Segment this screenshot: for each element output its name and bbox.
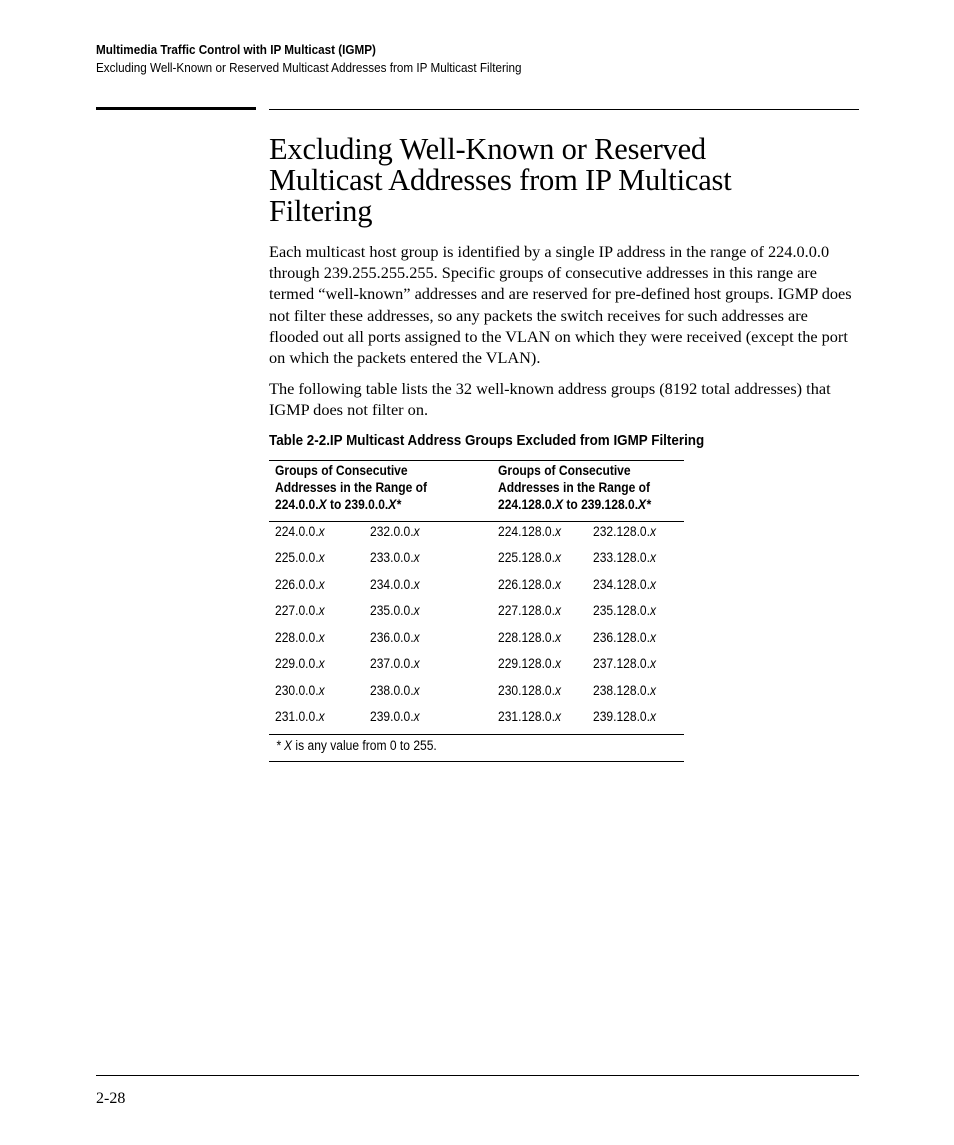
cell-variable: x — [554, 523, 561, 539]
cell-variable: x — [554, 682, 561, 698]
cell-variable: x — [649, 656, 656, 672]
header-variable: X — [318, 496, 327, 512]
cell-variable: x — [649, 682, 656, 698]
table-header-right — [498, 462, 651, 513]
cell-prefix: 231.0.0. — [275, 709, 319, 725]
header-variable: X — [554, 496, 564, 512]
table-cell — [370, 602, 420, 620]
table-row — [269, 575, 684, 602]
table-cell — [275, 549, 325, 567]
table-footnote-row — [269, 734, 684, 761]
table-cell — [593, 682, 656, 700]
table-cell — [498, 523, 561, 541]
header-text: 224.128.0. — [498, 496, 555, 512]
header-text: Groups of Consecutive — [275, 462, 408, 478]
table-cell — [275, 576, 325, 594]
section-heading-line: Filtering — [269, 194, 373, 228]
table-row — [269, 601, 684, 628]
cell-prefix: 229.128.0. — [498, 656, 555, 672]
header-text: Groups of Consecutive — [498, 462, 631, 478]
table-row — [269, 628, 684, 655]
cell-variable: x — [649, 576, 656, 592]
cell-prefix: 234.0.0. — [370, 576, 414, 592]
cell-variable: x — [649, 523, 656, 539]
cell-prefix: 226.128.0. — [498, 576, 555, 592]
cell-variable: x — [649, 603, 656, 619]
table-header-left — [275, 462, 427, 513]
body-paragraph: The following table lists the 32 well-known address groups (8192 total addresses) that IGMP does not filter on. — [269, 379, 831, 420]
section-heading-line: Excluding Well-Known or Reserved — [269, 132, 706, 166]
cell-prefix: 236.128.0. — [593, 629, 650, 645]
table-row — [269, 522, 684, 549]
cell-prefix: 238.0.0. — [370, 682, 414, 698]
cell-variable: x — [413, 603, 420, 619]
cell-prefix: 224.128.0. — [498, 523, 555, 539]
table-cell — [275, 708, 325, 726]
table-cell — [593, 708, 656, 726]
table-cell — [498, 602, 561, 620]
cell-variable: x — [649, 629, 656, 645]
table-cell — [370, 629, 420, 647]
running-head-chapter: Multimedia Traffic Control with IP Multicast (IGMP) — [96, 42, 376, 57]
cell-prefix: 225.0.0. — [275, 550, 319, 566]
cell-prefix: 232.128.0. — [593, 523, 650, 539]
cell-variable: x — [554, 629, 561, 645]
cell-prefix: 233.128.0. — [593, 550, 650, 566]
cell-variable: x — [554, 656, 561, 672]
running-head-section: Excluding Well-Known or Reserved Multicast Addresses from IP Multicast Filtering — [96, 60, 522, 75]
table-cell — [370, 523, 420, 541]
table-cell — [498, 549, 561, 567]
table-cell — [593, 655, 656, 673]
cell-variable: x — [318, 576, 325, 592]
cell-prefix: 237.0.0. — [370, 656, 414, 672]
cell-prefix: 239.0.0. — [370, 709, 414, 725]
cell-variable: x — [318, 550, 325, 566]
table-cell — [275, 602, 325, 620]
cell-prefix: 238.128.0. — [593, 682, 650, 698]
table-cell — [593, 576, 656, 594]
header-range — [498, 496, 651, 513]
header-text: to 239.128.0. — [563, 496, 639, 512]
cell-prefix: 236.0.0. — [370, 629, 414, 645]
table-cell — [593, 629, 656, 647]
table-cell — [498, 708, 561, 726]
cell-variable: x — [649, 550, 656, 566]
cell-variable: x — [318, 629, 325, 645]
cell-prefix: 225.128.0. — [498, 550, 555, 566]
table-cell — [498, 682, 561, 700]
cell-variable: x — [318, 523, 325, 539]
cell-prefix: 239.128.0. — [593, 709, 650, 725]
table-cell — [370, 655, 420, 673]
cell-variable: x — [649, 709, 656, 725]
cell-prefix: 224.0.0. — [275, 523, 319, 539]
page-number: 2-28 — [96, 1090, 126, 1107]
header-variable: X* — [638, 496, 651, 512]
cell-variable: x — [554, 709, 561, 725]
table-cell — [498, 655, 561, 673]
footer-rule — [96, 1075, 859, 1076]
table-cell — [498, 629, 561, 647]
cell-prefix: 228.128.0. — [498, 629, 555, 645]
table-cell — [370, 708, 420, 726]
table-footnote — [276, 737, 437, 755]
table-cell — [593, 549, 656, 567]
table-cell — [593, 523, 656, 541]
cell-variable: x — [413, 576, 420, 592]
cell-variable: x — [318, 603, 325, 619]
header-rule-thin — [269, 109, 859, 110]
table-body — [269, 522, 684, 734]
cell-variable: x — [413, 656, 420, 672]
table-row — [269, 654, 684, 681]
cell-variable: x — [554, 550, 561, 566]
main-content — [269, 134, 859, 762]
cell-variable: x — [413, 682, 420, 698]
cell-variable: x — [413, 550, 420, 566]
section-heading-line: Multicast Addresses from IP Multicast — [269, 163, 732, 197]
header-range — [275, 496, 427, 513]
header-text: to 239.0.0. — [326, 496, 389, 512]
table-cell — [370, 682, 420, 700]
cell-prefix: 227.0.0. — [275, 603, 319, 619]
cell-prefix: 233.0.0. — [370, 550, 414, 566]
header-rule-thick — [96, 107, 256, 110]
body-paragraph: Each multicast host group is identified by a single IP address in the range of 224.0.0.0 through 239.255.255.255. Specific groups of consecutive addresses in this range are termed “well-known” addresses and are reserved for pre-defined host groups. IGMP does not filter these addresses, so any packets the switch receives for such addresses are flooded out all ports assigned to the VLAN on which they were received (except the port on which the packets entered the VLAN). — [269, 242, 852, 368]
table-cell — [275, 629, 325, 647]
footnote-mark: * X — [276, 737, 293, 753]
table-cell — [275, 682, 325, 700]
header-text: Addresses in the Range of — [275, 479, 428, 495]
header-text: 224.0.0. — [275, 496, 319, 512]
cell-prefix: 227.128.0. — [498, 603, 555, 619]
table-row — [269, 681, 684, 708]
header-text: Addresses in the Range of — [498, 479, 651, 495]
cell-variable: x — [554, 576, 561, 592]
table-caption: Table 2-2.IP Multicast Address Groups Excluded from IGMP Filtering — [269, 432, 705, 449]
section-heading — [269, 134, 859, 227]
table-cell — [593, 602, 656, 620]
table-cell — [498, 576, 561, 594]
cell-prefix: 231.128.0. — [498, 709, 555, 725]
table-cell — [370, 576, 420, 594]
cell-prefix: 228.0.0. — [275, 629, 319, 645]
table-header — [269, 461, 684, 522]
cell-variable: x — [413, 709, 420, 725]
cell-variable: x — [318, 709, 325, 725]
table-cell — [275, 523, 325, 541]
table-cell — [370, 549, 420, 567]
cell-prefix: 234.128.0. — [593, 576, 650, 592]
cell-prefix: 237.128.0. — [593, 656, 650, 672]
address-groups-table — [269, 460, 684, 762]
table-row — [269, 707, 684, 734]
header-variable: X* — [388, 496, 401, 512]
cell-prefix: 230.0.0. — [275, 682, 319, 698]
cell-prefix: 232.0.0. — [370, 523, 414, 539]
cell-variable: x — [318, 656, 325, 672]
table-cell — [275, 655, 325, 673]
cell-prefix: 229.0.0. — [275, 656, 319, 672]
table-row — [269, 548, 684, 575]
cell-variable: x — [413, 523, 420, 539]
cell-variable: x — [413, 629, 420, 645]
cell-prefix: 226.0.0. — [275, 576, 319, 592]
running-head — [96, 41, 521, 77]
cell-prefix: 235.0.0. — [370, 603, 414, 619]
cell-prefix: 230.128.0. — [498, 682, 555, 698]
footnote-text: is any value from 0 to 255. — [292, 737, 437, 753]
cell-variable: x — [318, 682, 325, 698]
cell-prefix: 235.128.0. — [593, 603, 650, 619]
cell-variable: x — [554, 603, 561, 619]
